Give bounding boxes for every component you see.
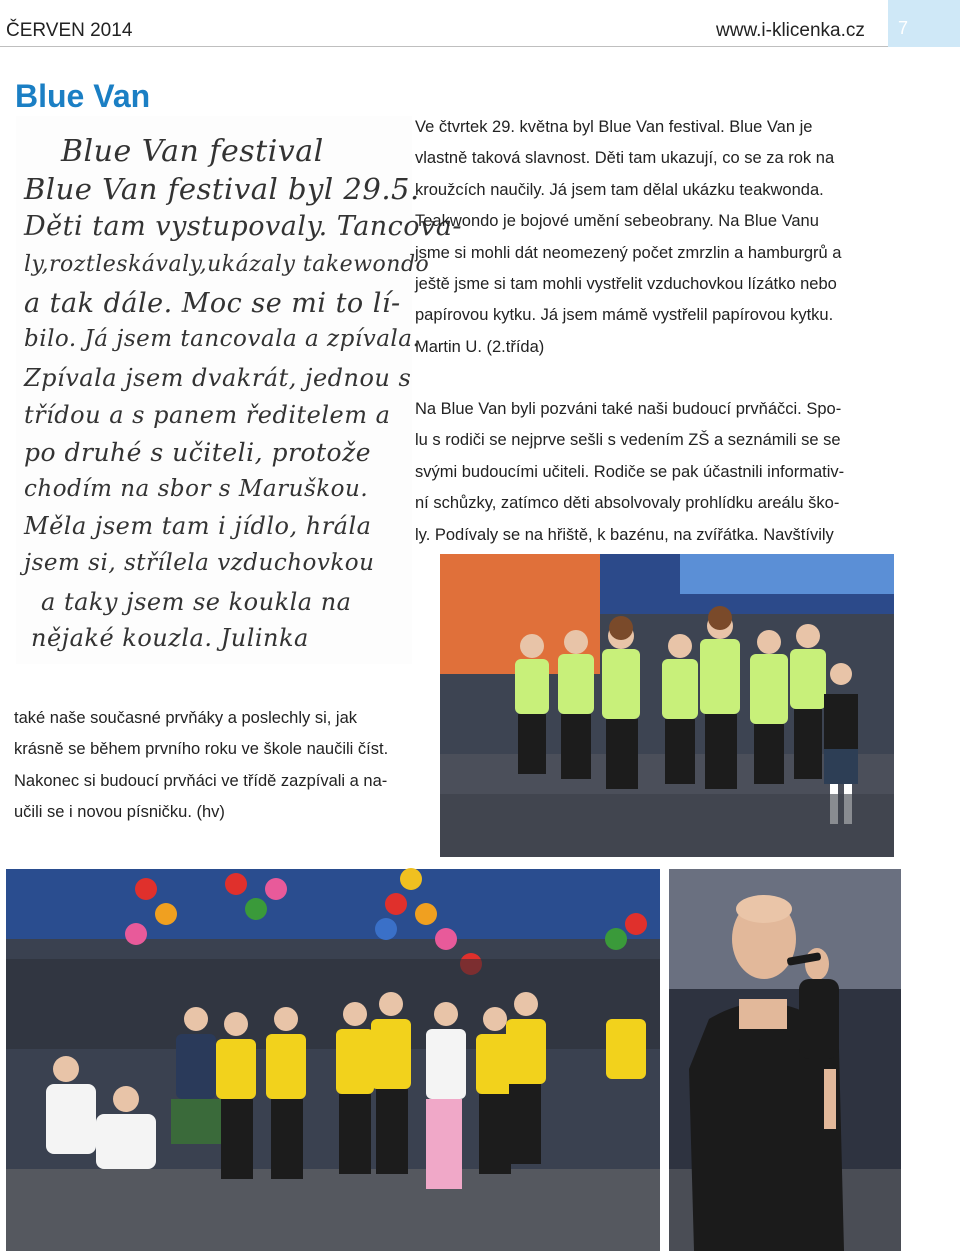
text-line: lu s rodiči se nejprve sešli s vedením ZŠ a seznámili se se	[415, 431, 841, 450]
photo-children-dancing-yellow	[6, 869, 660, 1251]
photo-children-green-shirts	[440, 554, 894, 857]
text-line: Teakwondo je bojové umění sebeobrany. Na Blue Vanu	[415, 212, 819, 231]
article-paragraph-3	[14, 703, 434, 829]
text-line: jsme si mohli dát neomezený počet zmrzlin a hamburgrů a	[415, 243, 842, 262]
handwriting-line: jsem si, střílela vzduchovkou	[24, 550, 375, 576]
text-line: Ve čtvrtek 29. května byl Blue Van festival. Blue Van je	[415, 118, 813, 136]
handwriting-line: třídou a s panem ředitelem a	[24, 401, 391, 429]
text-line: učili se i novou písničku. (hv)	[14, 803, 225, 822]
handwriting-line: po druhé s učiteli, protože	[24, 438, 372, 467]
photo-illustration	[440, 554, 894, 857]
text-line: papírovou kytku. Já jsem mámě vystřelil papírovou kytku.	[415, 306, 834, 325]
text-line: svými budoucími učiteli. Rodiče se pak účastnili informativ-	[415, 462, 845, 481]
article-paragraph-2	[415, 394, 890, 551]
text-line: ly. Podívaly se na hřiště, k bazénu, na zvířátka. Navštívily	[415, 525, 834, 544]
photo-illustration	[6, 869, 660, 1251]
photo-man-singing	[669, 869, 901, 1251]
issue-date: ČERVEN 2014	[6, 20, 133, 41]
handwriting-line: a tak dále. Moc se mi to lí-	[24, 288, 401, 319]
text-line: Na Blue Van byli pozváni také naši budoucí prvňáčci. Spo-	[415, 400, 842, 418]
handwriting-line: nějaké kouzla. Julinka	[31, 624, 309, 652]
handwriting-line: bilo. Já jsem tancovala a zpívala.	[24, 326, 421, 352]
text-line: vlastně taková slavnost. Děti tam ukazují, co se za rok na	[415, 149, 835, 168]
text-line: Martin U. (2.třída)	[415, 337, 545, 356]
header-divider	[0, 46, 888, 47]
handwriting-line: Blue Van festival	[61, 134, 324, 169]
text-line: také naše současné prvňáky a poslechly si, jak	[14, 709, 358, 727]
website-url[interactable]: www.i-klicenka.cz	[716, 20, 865, 41]
article-title: Blue Van	[15, 78, 151, 114]
article-paragraph-1	[415, 112, 890, 363]
handwriting-line: Měla jsem tam i jídlo, hrála	[24, 512, 372, 540]
photo-illustration	[669, 869, 901, 1251]
text-line: kroužcích naučily. Já jsem tam dělal ukázku teakwonda.	[415, 180, 824, 199]
text-line: Nakonec si budoucí prvňáci ve třídě zazpívali a na-	[14, 771, 388, 790]
handwriting-line: chodím na sbor s Maruškou.	[24, 476, 369, 502]
handwritten-letter-image	[16, 116, 463, 664]
handwriting-line: ly,roztleskávaly,ukázaly takewondo	[24, 252, 430, 277]
page-number: 7	[898, 18, 909, 38]
handwriting-line: Zpívala jsem dvakrát, jednou s	[24, 364, 412, 392]
text-line: ní schůzky, zatímco děti absolvovaly prohlídku areálu ško-	[415, 494, 840, 513]
text-line: krásně se během prvního roku ve škole naučili číst.	[14, 740, 389, 759]
text-line: ještě jsme si tam mohli vystřelit vzduchovkou lízátko nebo	[415, 275, 837, 294]
handwriting-line: Děti tam vystupovaly. Tancova-	[24, 211, 463, 242]
handwriting-line: a taky jsem se koukla na	[41, 588, 352, 616]
handwriting-line: Blue Van festival byl 29.5.	[24, 172, 420, 206]
